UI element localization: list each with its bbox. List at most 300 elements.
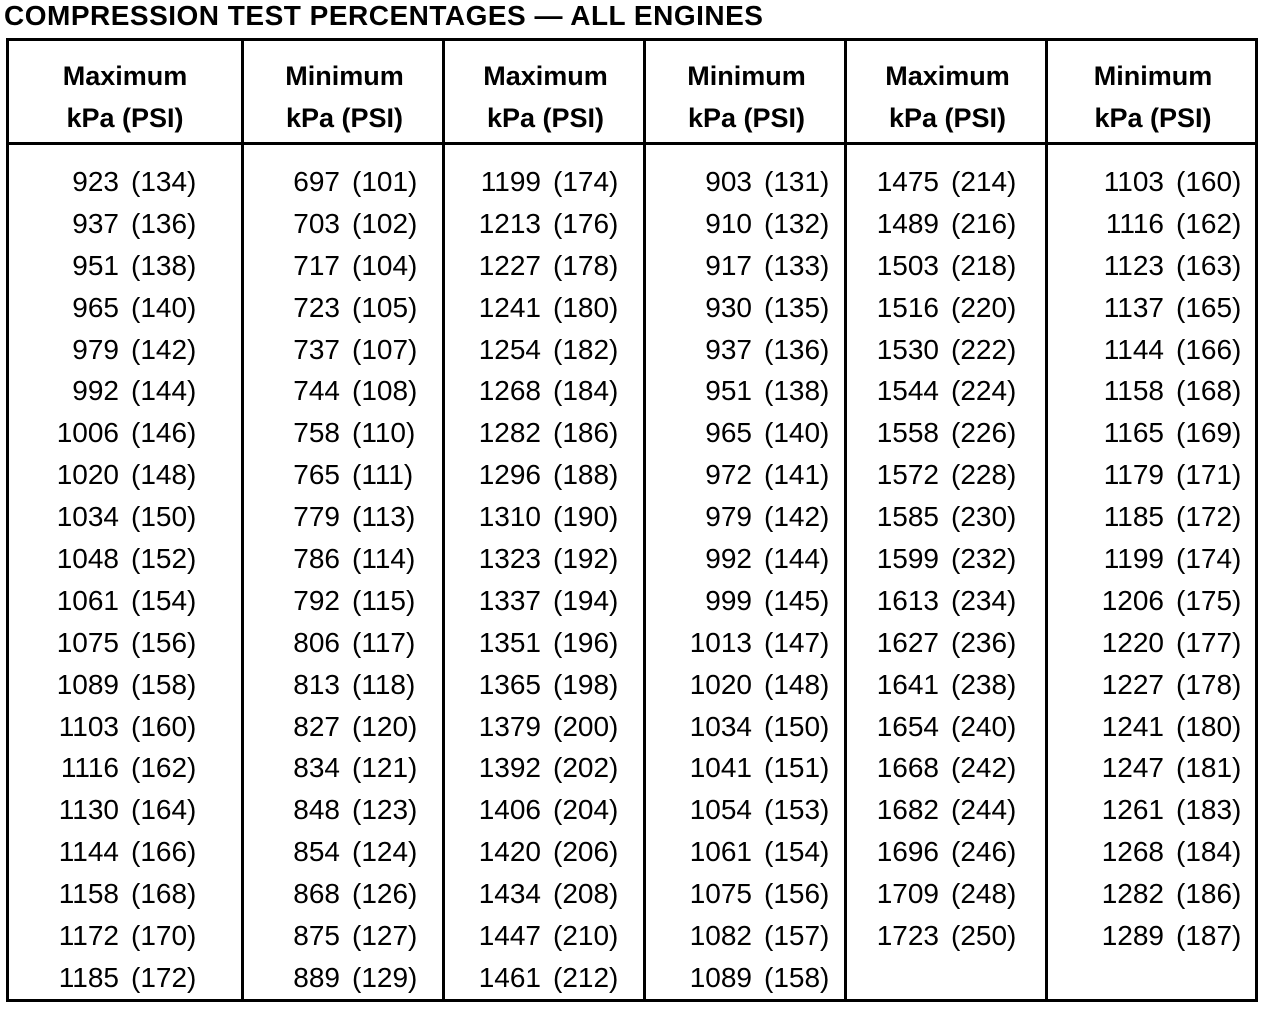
table-row xyxy=(9,245,241,287)
psi-value: (248) xyxy=(951,878,1017,910)
kpa-value: 1179 xyxy=(1103,459,1164,491)
kpa-value: 937 xyxy=(705,333,752,365)
table-row xyxy=(445,370,646,412)
kpa-value: 1013 xyxy=(689,626,752,658)
kpa-value: 1006 xyxy=(56,417,119,449)
column-header-label: Minimum xyxy=(1093,61,1213,91)
kpa-value: 1213 xyxy=(478,207,541,239)
table-row xyxy=(1048,538,1258,580)
psi-value: (123) xyxy=(352,794,418,826)
psi-value: (147) xyxy=(764,626,830,658)
table-row xyxy=(847,161,1048,203)
kpa-value: 1137 xyxy=(1103,291,1164,323)
kpa-value: 1585 xyxy=(876,501,939,533)
psi-value: (206) xyxy=(553,836,619,868)
psi-value: (183) xyxy=(1176,794,1242,826)
kpa-value: 889 xyxy=(293,961,340,993)
column-header xyxy=(244,41,445,145)
table-row xyxy=(847,747,1048,789)
kpa-value: 1282 xyxy=(478,417,541,449)
kpa-value: 1289 xyxy=(1101,920,1164,952)
psi-value: (212) xyxy=(553,961,619,993)
kpa-value: 1041 xyxy=(689,752,752,784)
kpa-value: 937 xyxy=(72,207,119,239)
psi-value: (174) xyxy=(553,166,619,197)
kpa-value: 1206 xyxy=(1101,584,1164,616)
psi-value: (154) xyxy=(131,584,197,616)
kpa-value: 1723 xyxy=(876,920,939,952)
psi-value: (226) xyxy=(951,417,1017,449)
kpa-value: 1020 xyxy=(56,459,119,491)
table-row xyxy=(244,245,445,287)
kpa-value: 1116 xyxy=(60,752,119,784)
table-row xyxy=(9,622,241,664)
psi-value: (145) xyxy=(764,584,830,616)
psi-value: (178) xyxy=(553,249,619,281)
kpa-value: 1082 xyxy=(689,920,752,952)
psi-value: (104) xyxy=(352,249,418,281)
kpa-value: 1220 xyxy=(1101,626,1164,658)
psi-value: (208) xyxy=(553,878,619,910)
table-row xyxy=(646,873,847,915)
psi-value: (101) xyxy=(352,166,418,197)
kpa-value: 1158 xyxy=(1103,375,1164,407)
table-row xyxy=(1048,329,1258,371)
table-row xyxy=(1048,789,1258,831)
psi-value: (168) xyxy=(1176,375,1242,407)
psi-value: (148) xyxy=(131,459,197,491)
table-row xyxy=(445,496,646,538)
page-title: COMPRESSION TEST PERCENTAGES — ALL ENGINES xyxy=(4,0,764,31)
psi-value: (182) xyxy=(553,333,619,365)
kpa-value: 972 xyxy=(705,459,752,491)
kpa-value: 1254 xyxy=(478,333,541,365)
kpa-value: 1420 xyxy=(478,836,541,868)
psi-value: (142) xyxy=(764,501,830,533)
table-column xyxy=(844,41,1048,999)
table-row xyxy=(9,831,241,873)
table-row xyxy=(646,747,847,789)
psi-value: (230) xyxy=(951,501,1017,533)
psi-value: (192) xyxy=(553,543,619,575)
table-row xyxy=(1048,580,1258,622)
psi-value: (153) xyxy=(764,794,830,826)
kpa-value: 1247 xyxy=(1101,752,1164,784)
kpa-value: 999 xyxy=(705,584,752,616)
table-row xyxy=(1048,496,1258,538)
psi-value: (168) xyxy=(131,878,197,910)
table-row xyxy=(244,789,445,831)
table-row xyxy=(1048,915,1258,957)
kpa-value: 1696 xyxy=(876,836,939,868)
table-row xyxy=(9,873,241,915)
table-row xyxy=(847,370,1048,412)
table-row xyxy=(244,957,445,999)
table-row xyxy=(9,161,241,203)
psi-value: (164) xyxy=(131,794,197,826)
psi-value: (184) xyxy=(553,375,619,407)
kpa-value: 965 xyxy=(72,291,119,323)
psi-value: (190) xyxy=(553,501,619,533)
kpa-value: 1130 xyxy=(58,794,119,826)
kpa-value: 717 xyxy=(293,249,340,281)
table-row xyxy=(244,915,445,957)
kpa-value: 1379 xyxy=(478,710,541,742)
table-row xyxy=(1048,622,1258,664)
kpa-value: 1048 xyxy=(56,543,119,575)
kpa-value: 1668 xyxy=(876,752,939,784)
table-column xyxy=(442,41,646,999)
table-row xyxy=(9,789,241,831)
psi-value: (250) xyxy=(951,920,1017,952)
table-row xyxy=(244,538,445,580)
table-row xyxy=(847,664,1048,706)
kpa-value: 758 xyxy=(293,417,340,449)
table-row xyxy=(9,287,241,329)
table-row xyxy=(244,203,445,245)
psi-value: (133) xyxy=(764,249,830,281)
table-row xyxy=(847,706,1048,748)
column-header xyxy=(9,41,241,145)
table-row xyxy=(646,789,847,831)
kpa-value: 979 xyxy=(705,501,752,533)
kpa-value: 1089 xyxy=(689,961,752,993)
table-row xyxy=(847,789,1048,831)
kpa-value: 786 xyxy=(293,543,340,575)
table-row xyxy=(646,454,847,496)
kpa-value: 765 xyxy=(293,459,340,491)
kpa-value: 1075 xyxy=(689,878,752,910)
psi-value: (105) xyxy=(352,291,418,323)
kpa-value: 1185 xyxy=(58,961,119,993)
kpa-value: 868 xyxy=(293,878,340,910)
kpa-value: 1310 xyxy=(478,501,541,533)
psi-value: (154) xyxy=(764,836,830,868)
psi-value: (172) xyxy=(131,961,197,993)
kpa-value: 1123 xyxy=(1103,249,1164,281)
column-header-label: Maximum xyxy=(483,61,608,91)
kpa-value: 834 xyxy=(293,752,340,784)
kpa-value: 1489 xyxy=(876,207,939,239)
psi-value: (114) xyxy=(352,543,416,575)
kpa-value: 951 xyxy=(705,375,752,407)
psi-value: (216) xyxy=(951,207,1017,239)
psi-value: (136) xyxy=(131,207,197,239)
table-row xyxy=(445,789,646,831)
kpa-value: 697 xyxy=(293,166,340,197)
column-values xyxy=(244,161,445,999)
psi-value: (115) xyxy=(352,584,416,616)
table-row xyxy=(646,957,847,999)
table-row xyxy=(847,580,1048,622)
table-row xyxy=(244,747,445,789)
compression-table xyxy=(6,38,1258,1002)
psi-value: (210) xyxy=(553,920,619,952)
kpa-value: 910 xyxy=(705,207,752,239)
psi-value: (140) xyxy=(764,417,830,449)
psi-value: (129) xyxy=(352,961,418,993)
psi-value: (184) xyxy=(1176,836,1242,868)
kpa-value: 1227 xyxy=(1101,668,1164,700)
kpa-value: 1020 xyxy=(689,668,752,700)
psi-value: (198) xyxy=(553,668,619,700)
table-row xyxy=(847,287,1048,329)
kpa-value: 1144 xyxy=(58,836,119,868)
column-header-label: Minimum xyxy=(687,61,806,91)
table-row xyxy=(445,915,646,957)
table-row xyxy=(9,706,241,748)
psi-value: (234) xyxy=(951,584,1017,616)
table-row xyxy=(1048,245,1258,287)
kpa-value: 951 xyxy=(72,249,119,281)
table-column xyxy=(241,41,445,999)
psi-value: (150) xyxy=(764,710,830,742)
kpa-value: 1144 xyxy=(1103,333,1164,365)
psi-value: (131) xyxy=(764,166,830,197)
kpa-value: 1165 xyxy=(1103,417,1164,449)
table-row xyxy=(646,496,847,538)
column-values xyxy=(9,161,241,999)
kpa-value: 1447 xyxy=(478,920,541,952)
table-row xyxy=(244,580,445,622)
psi-value: (175) xyxy=(1176,584,1242,616)
table-row xyxy=(9,580,241,622)
kpa-value: 1434 xyxy=(478,878,541,910)
table-row xyxy=(244,454,445,496)
kpa-value: 923 xyxy=(72,166,119,197)
psi-value: (146) xyxy=(131,417,197,449)
table-row xyxy=(646,203,847,245)
psi-value: (220) xyxy=(951,291,1017,323)
table-row xyxy=(445,161,646,203)
psi-value: (108) xyxy=(352,375,418,407)
kpa-value: 1103 xyxy=(1103,166,1164,197)
kpa-value: 1034 xyxy=(689,710,752,742)
table-row xyxy=(9,496,241,538)
column-header xyxy=(445,41,646,145)
table-row xyxy=(445,873,646,915)
psi-value: (118) xyxy=(352,668,416,700)
table-row xyxy=(445,538,646,580)
psi-value: (160) xyxy=(131,710,197,742)
kpa-value: 1323 xyxy=(478,543,541,575)
table-column xyxy=(643,41,847,999)
column-header-label: Maximum xyxy=(62,61,188,91)
psi-value: (214) xyxy=(951,166,1017,197)
kpa-value: 1572 xyxy=(876,459,939,491)
kpa-value: 1261 xyxy=(1101,794,1164,826)
psi-value: (222) xyxy=(951,333,1017,365)
kpa-value: 903 xyxy=(705,166,752,197)
psi-value: (178) xyxy=(1176,668,1242,700)
kpa-value: 1241 xyxy=(478,291,541,323)
psi-value: (121) xyxy=(352,752,418,784)
kpa-value: 1406 xyxy=(478,794,541,826)
psi-value: (120) xyxy=(352,710,418,742)
table-row xyxy=(445,706,646,748)
psi-value: (157) xyxy=(764,920,830,952)
kpa-value: 1075 xyxy=(56,626,119,658)
table-row xyxy=(1048,664,1258,706)
psi-value: (166) xyxy=(131,836,197,868)
table-row xyxy=(445,664,646,706)
kpa-value: 806 xyxy=(293,626,340,658)
kpa-value: 979 xyxy=(72,333,119,365)
column-header-unit: kPa (PSI) xyxy=(66,103,184,133)
psi-value: (107) xyxy=(352,333,418,365)
table-row xyxy=(1048,370,1258,412)
psi-value: (156) xyxy=(764,878,830,910)
kpa-value: 1089 xyxy=(56,668,119,700)
kpa-value: 1627 xyxy=(876,626,939,658)
psi-value: (246) xyxy=(951,836,1017,868)
kpa-value: 792 xyxy=(293,584,340,616)
table-row xyxy=(445,957,646,999)
psi-value: (138) xyxy=(764,375,830,407)
column-values xyxy=(445,161,646,999)
psi-value: (132) xyxy=(764,207,830,239)
table-row xyxy=(646,370,847,412)
kpa-value: 917 xyxy=(705,249,752,281)
table-row xyxy=(646,287,847,329)
table-row xyxy=(9,747,241,789)
table-row xyxy=(646,664,847,706)
kpa-value: 1199 xyxy=(480,166,541,197)
psi-value: (180) xyxy=(1176,710,1242,742)
kpa-value: 1241 xyxy=(1101,710,1164,742)
kpa-value: 1337 xyxy=(478,584,541,616)
kpa-value: 1682 xyxy=(876,794,939,826)
psi-value: (158) xyxy=(764,961,830,993)
psi-value: (177) xyxy=(1176,626,1242,658)
kpa-value: 1034 xyxy=(56,501,119,533)
kpa-value: 723 xyxy=(293,291,340,323)
kpa-value: 1268 xyxy=(1101,836,1164,868)
table-row xyxy=(244,370,445,412)
psi-value: (162) xyxy=(1176,207,1242,239)
psi-value: (238) xyxy=(951,668,1017,700)
psi-value: (158) xyxy=(131,668,197,700)
table-row xyxy=(244,664,445,706)
kpa-value: 813 xyxy=(293,668,340,700)
table-row xyxy=(244,831,445,873)
psi-value: (165) xyxy=(1176,291,1242,323)
column-values xyxy=(646,161,847,999)
psi-value: (152) xyxy=(131,543,197,575)
table-row xyxy=(9,370,241,412)
table-row xyxy=(445,203,646,245)
psi-value: (135) xyxy=(764,291,830,323)
psi-value: (117) xyxy=(352,626,416,658)
column-values xyxy=(847,161,1048,957)
kpa-value: 1709 xyxy=(876,878,939,910)
table-row xyxy=(445,412,646,454)
kpa-value: 827 xyxy=(293,710,340,742)
kpa-value: 744 xyxy=(293,375,340,407)
column-header-label: Maximum xyxy=(885,61,1010,91)
table-row xyxy=(244,161,445,203)
table-row xyxy=(445,454,646,496)
column-header-unit: kPa (PSI) xyxy=(285,103,404,133)
column-header-label: Minimum xyxy=(285,61,404,91)
psi-value: (127) xyxy=(352,920,418,952)
psi-value: (169) xyxy=(1176,417,1242,449)
table-row xyxy=(9,915,241,957)
psi-value: (232) xyxy=(951,543,1017,575)
kpa-value: 1054 xyxy=(689,794,752,826)
psi-value: (148) xyxy=(764,668,830,700)
table-row xyxy=(646,245,847,287)
table-row xyxy=(847,622,1048,664)
kpa-value: 1530 xyxy=(876,333,939,365)
table-row xyxy=(1048,454,1258,496)
psi-value: (110) xyxy=(352,417,416,449)
psi-value: (218) xyxy=(951,249,1017,281)
psi-value: (228) xyxy=(951,459,1017,491)
psi-value: (187) xyxy=(1176,920,1242,952)
psi-value: (126) xyxy=(352,878,418,910)
table-column xyxy=(1045,41,1258,999)
kpa-value: 1172 xyxy=(58,920,119,952)
table-column xyxy=(9,41,241,999)
column-header-unit: kPa (PSI) xyxy=(888,103,1007,133)
kpa-value: 1061 xyxy=(56,584,119,616)
psi-value: (124) xyxy=(352,836,418,868)
kpa-value: 1613 xyxy=(876,584,939,616)
psi-value: (136) xyxy=(764,333,830,365)
kpa-value: 1296 xyxy=(478,459,541,491)
table-row xyxy=(646,622,847,664)
table-row xyxy=(646,412,847,454)
psi-value: (244) xyxy=(951,794,1017,826)
kpa-value: 1268 xyxy=(478,375,541,407)
table-row xyxy=(445,329,646,371)
kpa-value: 930 xyxy=(705,291,752,323)
psi-value: (194) xyxy=(553,584,619,616)
table-row xyxy=(445,580,646,622)
table-row xyxy=(646,706,847,748)
psi-value: (180) xyxy=(553,291,619,323)
psi-value: (204) xyxy=(553,794,619,826)
table-row xyxy=(244,412,445,454)
kpa-value: 1392 xyxy=(478,752,541,784)
kpa-value: 1158 xyxy=(58,878,119,910)
table-row xyxy=(1048,161,1258,203)
column-values xyxy=(1048,161,1258,957)
kpa-value: 1544 xyxy=(876,375,939,407)
table-row xyxy=(445,287,646,329)
kpa-value: 875 xyxy=(293,920,340,952)
table-row xyxy=(244,622,445,664)
table-row xyxy=(646,329,847,371)
table-row xyxy=(847,329,1048,371)
table-row xyxy=(646,161,847,203)
psi-value: (113) xyxy=(352,501,416,533)
psi-value: (141) xyxy=(764,459,830,491)
table-row xyxy=(9,412,241,454)
table-row xyxy=(847,496,1048,538)
psi-value: (176) xyxy=(553,207,619,239)
psi-value: (160) xyxy=(1176,166,1242,197)
kpa-value: 1365 xyxy=(478,668,541,700)
psi-value: (186) xyxy=(1176,878,1242,910)
psi-value: (144) xyxy=(131,375,197,407)
kpa-value: 1116 xyxy=(1105,207,1164,239)
table-row xyxy=(9,454,241,496)
table-row xyxy=(1048,287,1258,329)
column-header xyxy=(1048,41,1258,145)
psi-value: (196) xyxy=(553,626,619,658)
